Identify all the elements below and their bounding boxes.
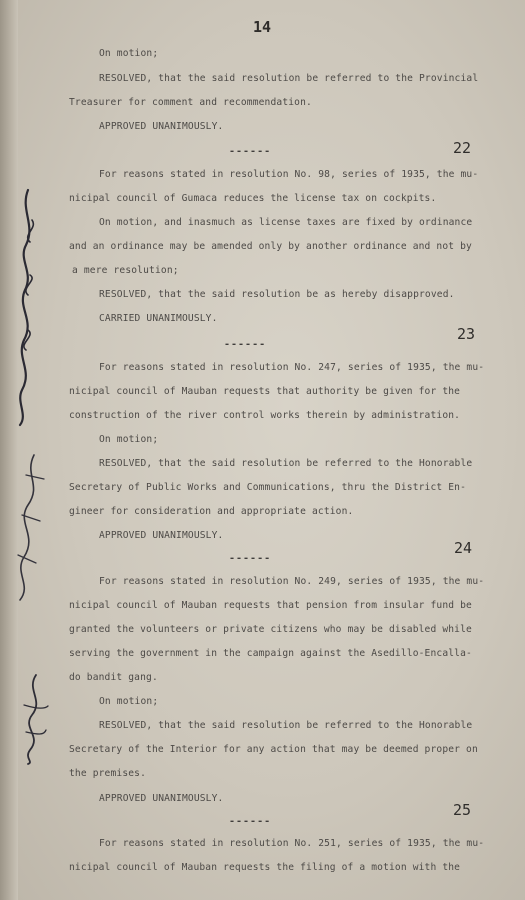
text-line: RESOLVED, that the said resolution be as hereby disapproved.	[99, 289, 455, 300]
text-line: do bandit gang.	[69, 672, 158, 683]
text-line: nicipal council of Mauban requests that pension from insular fund be	[69, 600, 472, 611]
text-line: the premises.	[69, 768, 147, 779]
text-line: Treasurer for comment and recommendation.	[69, 97, 312, 108]
text-line: Secretary of the Interior for any action that may be deemed proper on	[69, 744, 478, 755]
separator: ------	[229, 146, 272, 157]
text-line: gineer for consideration and appropriate action.	[69, 506, 354, 517]
text-line: APPROVED UNANIMOUSLY.	[99, 530, 224, 541]
text-line: construction of the river control works therein by administration.	[69, 410, 461, 421]
item-number: 22	[453, 139, 472, 157]
text-line: On motion;	[99, 696, 159, 707]
separator: ------	[229, 553, 272, 564]
text-line: serving the government in the campaign against the Asedillo-Encalla-	[69, 648, 472, 659]
text-line: CARRIED UNANIMOUSLY.	[99, 313, 218, 324]
text-line: On motion;	[99, 434, 159, 445]
handwritten-signature	[4, 445, 54, 605]
text-line: Secretary of Public Works and Communications, thru the District En-	[69, 482, 467, 493]
separator: ------	[224, 339, 267, 350]
handwritten-initials	[14, 670, 54, 765]
text-line: RESOLVED, that the said resolution be referred to the Honorable	[99, 458, 473, 469]
item-number: 23	[457, 325, 476, 343]
text-line: APPROVED UNANIMOUSLY.	[99, 793, 224, 804]
text-line: APPROVED UNANIMOUSLY.	[99, 121, 224, 132]
text-line: and an ordinance may be amended only by another ordinance and not by	[69, 241, 472, 252]
text-line: On motion;	[99, 48, 159, 59]
item-number: 24	[454, 539, 473, 557]
item-number: 25	[453, 801, 472, 819]
handwritten-signature	[8, 180, 48, 430]
text-line: nicipal council of Gumaca reduces the license tax on cockpits.	[69, 193, 437, 204]
text-line: nicipal council of Mauban requests the filing of a motion with the	[69, 862, 461, 873]
text-line: nicipal council of Mauban requests that authority be given for the	[69, 386, 461, 397]
text-line: a mere resolution;	[72, 265, 179, 276]
text-line: RESOLVED, that the said resolution be referred to the Provincial	[99, 73, 479, 84]
page-number: 14	[253, 18, 272, 36]
text-line: For reasons stated in resolution No. 249, series of 1935, the mu-	[99, 576, 485, 587]
text-line: RESOLVED, that the said resolution be referred to the Honorable	[99, 720, 473, 731]
text-line: For reasons stated in resolution No. 251, series of 1935, the mu-	[99, 838, 485, 849]
text-line: For reasons stated in resolution No. 247, series of 1935, the mu-	[99, 362, 485, 373]
text-line: On motion, and inasmuch as license taxes are fixed by ordinance	[99, 217, 473, 228]
text-line: granted the volunteers or private citizens who may be disabled while	[69, 624, 472, 635]
text-line: For reasons stated in resolution No. 98, series of 1935, the mu-	[99, 169, 479, 180]
separator: ------	[229, 816, 272, 827]
